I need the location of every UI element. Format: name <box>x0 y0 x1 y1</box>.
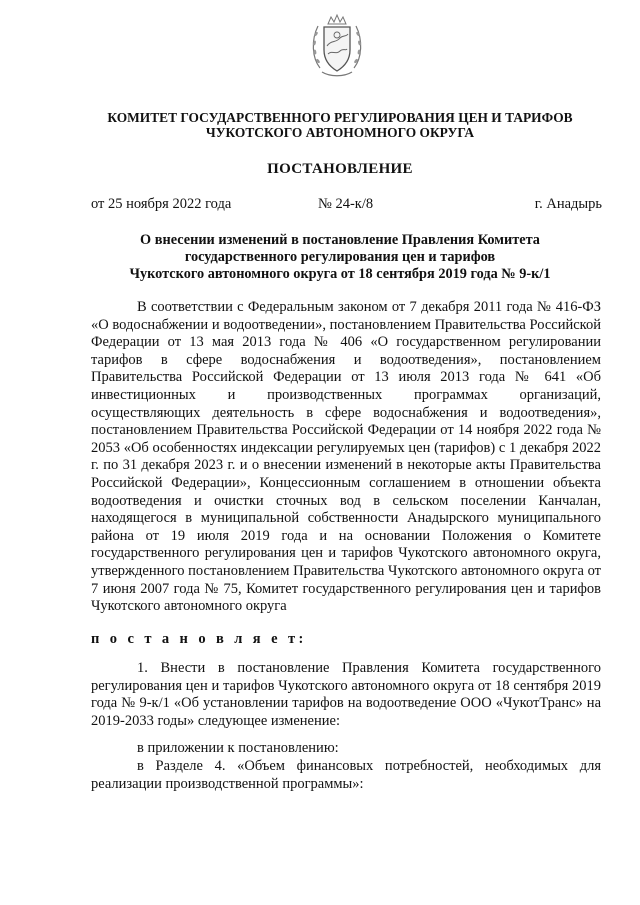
resolve-heading: п о с т а н о в л я е т: <box>91 631 307 647</box>
document-title-line3: Чукотского автономного округа от 18 сентября 2019 года № 9-к/1 <box>129 266 551 282</box>
chukotka-coat-of-arms-icon <box>306 10 368 88</box>
document-title-line1: О внесении изменений в постановление Правления Комитета <box>140 232 540 248</box>
document-date: от 25 ноября 2022 года <box>91 196 232 212</box>
document-type-heading: ПОСТАНОВЛЕНИЕ <box>267 161 413 177</box>
document-number: № 24-к/8 <box>318 196 374 212</box>
document-city: г. Анадырь <box>534 196 602 212</box>
preamble-paragraph: В соответствии с Федеральным законом от 7 декабря 2011 года № 416-ФЗ «О водоснабжении и водоотведении», постановлением Правительства Российской Федерации от 13 мая 2013 года № 406 «О государственном регулировании тарифов в сфере водоснабжения и водоотведения», постановлением Правительства Российской Федерации от 13 июля 2013 года № 641 «Об инвестиционных и производственных программах организаций, осуществляющих деятельность в сфере водоснабжения и водоотведения», постановлением Правительства Российской Федерации от 14 ноября 2022 года № 2053 «Об особенностях индексации регулируемых цен (тарифов) с 1 декабря 2022 г. по 31 декабря 2023 г. и о внесении изменений в некоторые акты Правительства Российской Федерации», Концессионным соглашением в отношении объекта водоотведения и очистки сточных вод в сельском поселении Канчалан, находящегося в муниципальной собственности Анадырского муниципального района от 19 июля 2019 года и на основании Положения о Комитете государственного регулирования цен и тарифов Чукотского автономного округа, утвержденного постановлением Правительства Чукотского автономного округа от 7 июня 2007 года № 75, Комитет государственного регулирования цен и тарифов Чукотского автономного округа <box>91 299 601 615</box>
committee-name-line1: КОМИТЕТ ГОСУДАРСТВЕННОГО РЕГУЛИРОВАНИЯ ЦЕН И ТАРИФОВ <box>107 110 573 125</box>
committee-name-line2: ЧУКОТСКОГО АВТОНОМНОГО ОКРУГА <box>205 125 475 140</box>
item-section-paragraph: в Разделе 4. «Объем финансовых потребностей, необходимых для реализации производственной программы»: <box>91 758 601 792</box>
document-title-line2: государственного регулирования цен и тарифов <box>184 249 496 265</box>
item-1-paragraph: 1. Внести в постановление Правления Комитета государственного регулирования цен и тарифов Чукотского автономного округа от 18 сентября 2019 года № 9-к/1 «Об установлении тарифов на водоотведение ООО «ЧукотТранс» на 2019-2033 годы» следующее изменение: <box>91 660 601 729</box>
item-annex-paragraph: в приложении к постановлению: <box>137 740 339 756</box>
